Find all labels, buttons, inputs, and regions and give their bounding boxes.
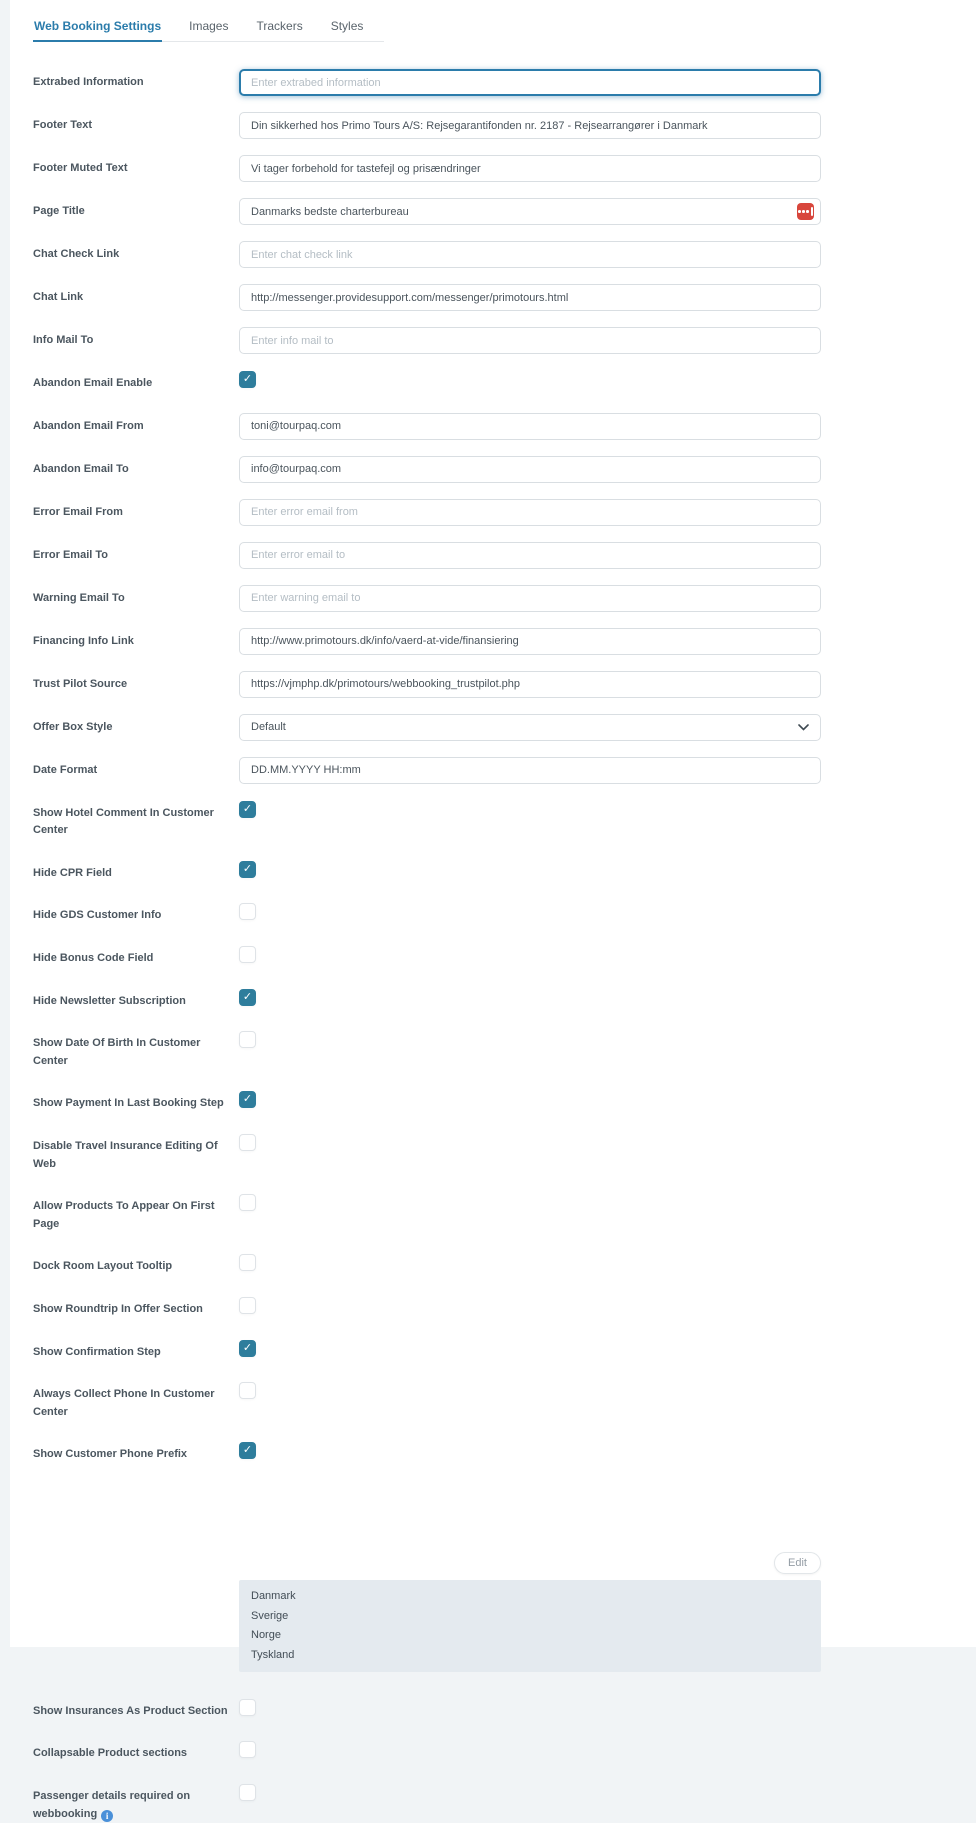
tab-styles[interactable]: Styles [330,19,364,33]
field-label: Passenger details required on webbooking i [33,1790,191,1821]
field-label: Footer Muted Text [33,162,128,174]
field-row-trust-pilot-source [33,671,956,698]
field-control [239,112,821,139]
field-row-dock-room-layout-tooltip [33,1253,956,1276]
field-row-always-collect-phone-in-customer-center [33,1381,956,1421]
hide-cpr-field-checkbox[interactable]: ✓ [239,861,256,878]
show-date-of-birth-in-customer-center-checkbox[interactable] [239,1031,256,1048]
field-row-hide-bonus-code-field [33,945,956,968]
field-row-show-insurances-as-product-section [33,1698,956,1721]
offer-box-style-select[interactable] [239,714,821,741]
field-control [239,1090,821,1108]
field-control [239,1133,821,1151]
show-confirmation-step-checkbox[interactable]: ✓ [239,1340,256,1357]
field-row-collapsable-product-sections [33,1740,956,1763]
field-control [239,945,821,963]
list-item[interactable]: Norge [251,1629,281,1642]
settings-form [33,69,976,1823]
field-label: Abandon Email Enable [33,377,153,389]
field-row-error-email-to [33,542,956,569]
page-title-input[interactable] [239,198,821,225]
field-row-chat-check-link [33,241,956,268]
field-row-financing-info-link [33,628,956,655]
field-label: Abandon Email From [33,419,144,432]
field-label: Error Email To [33,548,108,561]
allow-products-to-appear-on-first-page-checkbox[interactable] [239,1194,256,1211]
field-control [239,327,821,354]
field-label [33,1552,239,1557]
field-control [239,413,821,440]
footer-muted-text-input[interactable] [239,155,821,182]
field-label: Error Email From [33,505,123,518]
extrabed-information-input[interactable] [239,69,821,96]
list-item[interactable]: Tyskland [251,1648,295,1661]
field-row-show-customer-phone-prefix [33,1441,956,1464]
tab-images[interactable]: Images [189,19,229,33]
hide-newsletter-subscription-checkbox[interactable]: ✓ [239,989,256,1006]
field-control [239,284,821,311]
edit-button[interactable]: Edit [774,1552,821,1574]
field-control [239,1698,821,1716]
field-control [239,370,821,388]
error-email-from-input[interactable] [239,499,821,526]
field-control [239,902,821,920]
field-row-hide-newsletter-subscription [33,988,956,1011]
field-label: Page Title [33,205,85,217]
date-format-input[interactable] [239,757,821,784]
field-row-error-email-from [33,499,956,526]
field-label: Always Collect Phone In Customer Center [33,1388,215,1418]
financing-info-link-input[interactable] [239,628,821,655]
field-label: Allow Products To Appear On First Page [33,1200,215,1230]
field-control [239,800,821,818]
warning-email-to-input[interactable] [239,585,821,612]
show-payment-in-last-booking-step-checkbox[interactable]: ✓ [239,1091,256,1108]
field-control [239,1296,821,1314]
field-label: Financing Info Link [33,634,134,647]
field-label: Hide Bonus Code Field [33,951,154,964]
settings-card [10,0,976,1821]
field-row-disable-travel-insurance-editing-of-web [33,1133,956,1173]
field-label: Chat Link [33,291,84,303]
show-roundtrip-in-offer-section-checkbox[interactable] [239,1297,256,1314]
abandon-email-from-input[interactable] [239,413,821,440]
collapsable-product-sections-checkbox[interactable] [239,1741,256,1758]
chat-check-link-input[interactable] [239,241,821,268]
field-control [239,628,821,655]
field-label: Show Hotel Comment In Customer Center [33,806,214,837]
field-row-show-payment-in-last-booking-step [33,1090,956,1113]
field-label: Footer Text [33,119,93,131]
footer-text-input[interactable] [239,112,821,139]
field-label: Warning Email To [33,591,125,604]
field-label: Hide Newsletter Subscription [33,994,186,1007]
error-email-to-input[interactable] [239,542,821,569]
info-icon[interactable]: i [101,1810,113,1822]
field-label: Abandon Email To [33,462,129,475]
field-label: Date Format [33,763,98,776]
field-control [239,1552,821,1672]
field-control [239,860,821,878]
field-row-footer-muted-text [33,155,956,182]
field-control [239,585,821,612]
field-row-info-mail-to [33,327,956,354]
info-mail-to-input[interactable] [239,327,821,354]
field-row-offer-box-style [33,714,956,741]
field-row-show-roundtrip-in-offer-section [33,1296,956,1319]
field-label: Info Mail To [33,334,94,346]
trust-pilot-source-input[interactable] [239,671,821,698]
field-row-phone-prefix-countries [33,1552,956,1672]
field-label: Dock Room Layout Tooltip [33,1260,173,1273]
field-control [239,988,821,1006]
field-control [239,542,821,569]
field-control [239,1381,821,1399]
always-collect-phone-in-customer-center-checkbox[interactable] [239,1382,256,1399]
show-customer-phone-prefix-checkbox[interactable]: ✓ [239,1442,256,1459]
field-label: Show Roundtrip In Offer Section [33,1302,203,1315]
field-label: Hide CPR Field [33,866,112,879]
tab-bar [33,16,384,42]
field-row-chat-link [33,284,956,311]
disable-travel-insurance-editing-of-web-checkbox[interactable] [239,1134,256,1151]
field-row-show-confirmation-step [33,1339,956,1362]
field-label: Chat Check Link [33,248,120,260]
hide-gds-customer-info-checkbox[interactable] [239,903,256,920]
list-item[interactable]: Danmark [251,1590,296,1603]
field-row-hide-cpr-field [33,860,956,883]
dock-room-layout-tooltip-checkbox[interactable] [239,1254,256,1271]
passenger-details-required-on-webbooking-checkbox[interactable] [239,1784,256,1801]
field-control [239,499,821,526]
abandon-email-to-input[interactable] [239,456,821,483]
field-label: Disable Travel Insurance Editing Of Web [33,1139,218,1170]
field-row-abandon-email-enable [33,370,956,393]
field-control [239,1030,821,1048]
field-control [239,198,821,225]
tab-trackers[interactable]: Trackers [256,19,303,33]
show-insurances-as-product-section-checkbox[interactable] [239,1699,256,1716]
field-row-show-hotel-comment-in-customer-center [33,800,956,840]
chat-link-input[interactable] [239,284,821,311]
ellipsis-extension-icon[interactable] [797,203,814,220]
field-label: Show Insurances As Product Section [33,1704,228,1717]
field-label: Show Customer Phone Prefix [33,1448,188,1461]
field-control [239,456,821,483]
field-control [239,1783,821,1801]
field-control [239,1441,821,1459]
list-item[interactable]: Sverige [251,1609,289,1622]
field-label: Trust Pilot Source [33,677,128,690]
field-label: Offer Box Style [33,720,113,733]
tab-web-booking-settings[interactable]: Web Booking Settings [33,16,162,42]
show-hotel-comment-in-customer-center-checkbox[interactable]: ✓ [239,801,256,818]
field-control [239,1253,821,1271]
field-control [239,671,821,698]
field-label: Collapsable Product sections [33,1747,188,1760]
chevron-down-icon [798,724,809,731]
field-control [239,1193,821,1211]
field-control [239,69,821,96]
field-label: Show Payment In Last Booking Step [33,1097,224,1110]
field-control [239,155,821,182]
hide-bonus-code-field-checkbox[interactable] [239,946,256,963]
field-row-allow-products-to-appear-on-first-page [33,1193,956,1233]
field-row-date-format [33,757,956,784]
field-row-page-title [33,198,956,225]
field-control [239,714,821,741]
field-row-footer-text [33,112,956,139]
field-label: Show Date Of Birth In Customer Center [33,1037,201,1067]
field-label: Hide GDS Customer Info [33,909,162,922]
abandon-email-enable-checkbox[interactable]: ✓ [239,371,256,388]
field-control [239,1339,821,1357]
field-row-abandon-email-from [33,413,956,440]
field-row-hide-gds-customer-info [33,902,956,925]
field-row-extrabed-information [33,69,956,96]
selected-value: Default [251,721,286,734]
field-row-abandon-email-to [33,456,956,483]
field-row-warning-email-to [33,585,956,612]
field-control [239,241,821,268]
field-row-passenger-details-required-on-webbooking [33,1783,956,1823]
field-control [239,1740,821,1758]
field-label: Extrabed Information [33,76,144,88]
field-row-show-date-of-birth-in-customer-center [33,1030,956,1070]
field-label: Show Confirmation Step [33,1345,161,1358]
field-control [239,757,821,784]
country-listbox[interactable] [239,1580,821,1672]
